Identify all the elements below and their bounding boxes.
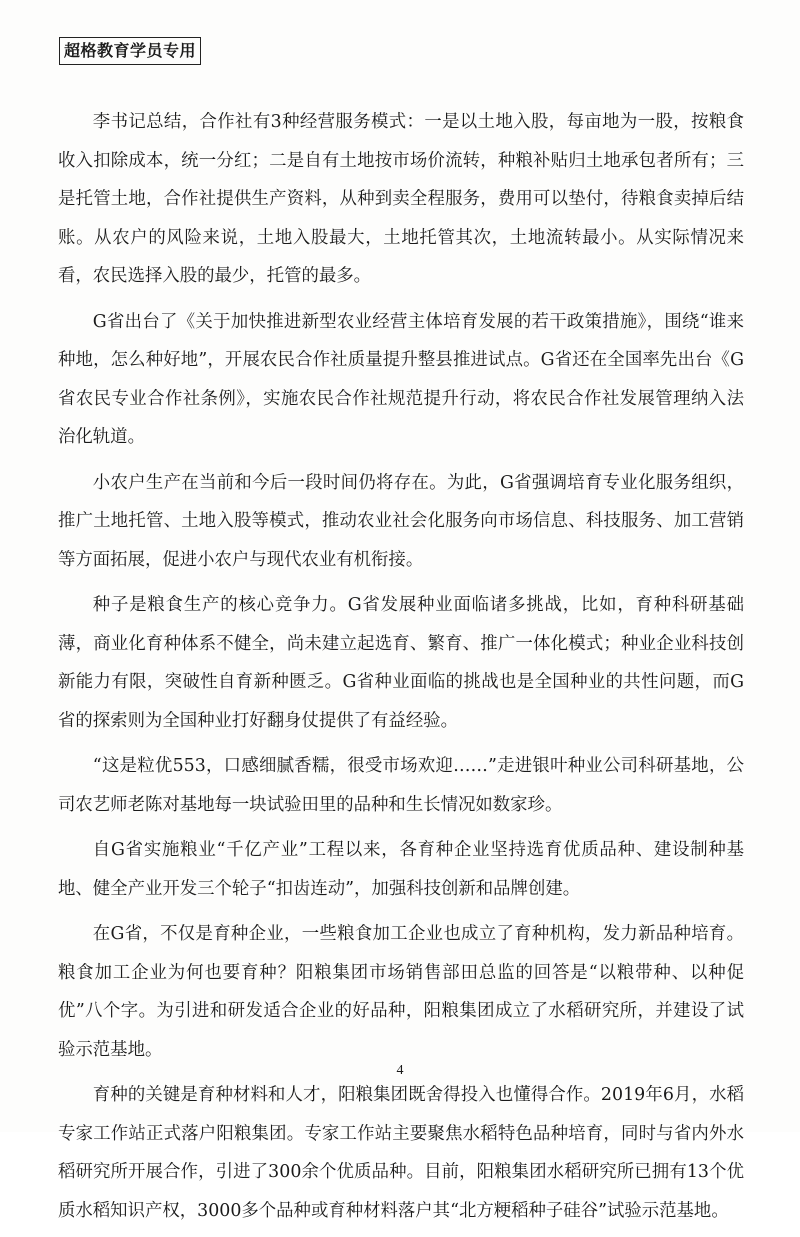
paragraph: 小农户生产在当前和今后一段时间仍将存在。为此，G省强调培育专业化服务组织，推广土地托管、土地入股等模式，推动农业社会化服务向市场信息、科技服务、加工营销等方面拓展，促进小农户与现代农业有机衔接。 (58, 472, 744, 570)
header-label: 超格教育学员专用 (59, 37, 201, 65)
paragraph: 在G省，不仅是育种企业，一些粮食加工企业也成立了育种机构，发力新品种培育。粮食加工企业为何也要育种？阳粮集团市场销售部田总监的回答是“以粮带种、以种促优”八个字。为引进和研发适合企业的好品种，阳粮集团成立了水稻研究所，并建设了试验示范基地。 (58, 924, 744, 1060)
paragraph: 自G省实施粮业“千亿产业”工程以来，各育种企业坚持选育优质品种、建设制种基地、健全产业开发三个轮子“扣齿连动”，加强科技创新和品牌创建。 (58, 840, 744, 899)
paragraph: 育种的关键是育种材料和人才，阳粮集团既舍得投入也懂得合作。2019年6月，水稻专家工作站正式落户阳粮集团。专家工作站主要聚焦水稻特色品种培育，同时与省内外水稻研究所开展合作，引进了300余个优质品种。目前，阳粮集团水稻研究所已拥有13个优质水稻知识产权，3000多个品种或育种材料落户其“北方粳稻种子硅谷”试验示范基地。 (58, 1085, 744, 1221)
page-number: 4 (396, 1063, 404, 1078)
paragraph: 种子是粮食生产的核心竞争力。G省发展种业面临诸多挑战，比如，育种科研基础薄，商业化育种体系不健全，尚未建立起选育、繁育、推广一体化模式；种业企业科技创新能力有限，突破性自育新种匮乏。G省种业面临的挑战也是全国种业的共性问题，而G省的探索则为全国种业打好翻身仗提供了有益经验。 (58, 595, 744, 731)
paragraph: G省出台了《关于加快推进新型农业经营主体培育发展的若干政策措施》，围绕“谁来种地，怎么种好地”，开展农民合作社质量提升整县推进试点。G省还在全国率先出台《G省农民专业合作社条例》，实施农民合作社规范提升行动，将农民合作社发展管理纳入法治化轨道。 (58, 311, 744, 447)
paragraph: “这是粒优553，口感细腻香糯，很受市场欢迎……”走进银叶种业公司科研基地，公司农艺师老陈对基地每一块试验田里的品种和生长情况如数家珍。 (58, 756, 744, 815)
paragraph: 李书记总结，合作社有3种经营服务模式：一是以土地入股，每亩地为一股，按粮食收入扣除成本，统一分红；二是自有土地按市场价流转，种粮补贴归土地承包者所有；三是托管土地，合作社提供生产资料，从种到卖全程服务，费用可以垫付，待粮食卖掉后结账。从农户的风险来说，土地入股最大，土地托管其次，土地流转最小。从实际情况来看，农民选择入股的最少，托管的最多。 (58, 112, 744, 286)
